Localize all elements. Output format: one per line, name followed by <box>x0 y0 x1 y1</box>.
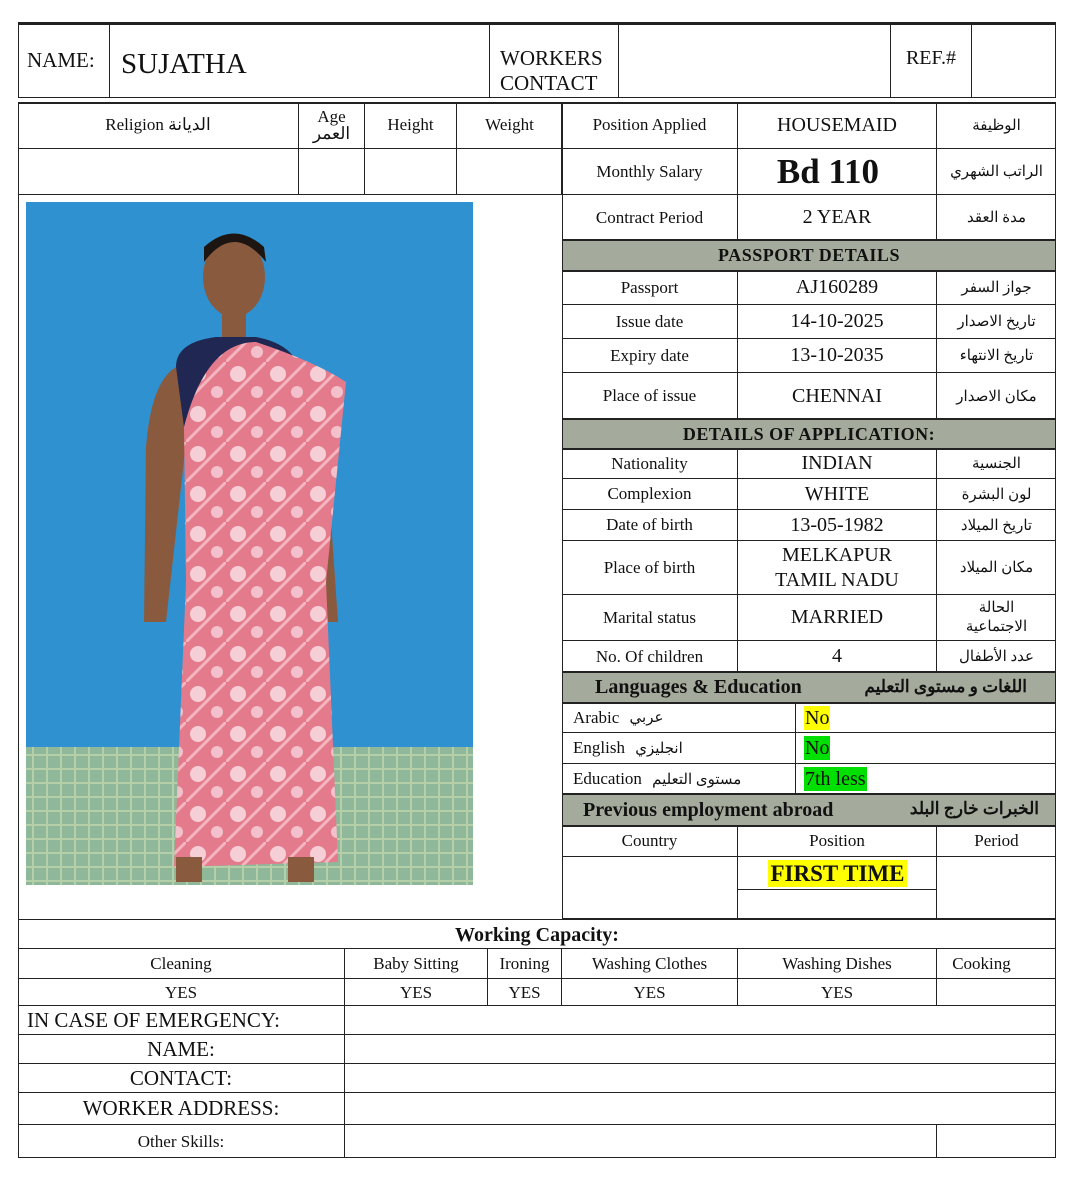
languages-section-en: Languages & Education <box>595 676 802 698</box>
ref-value[interactable] <box>972 22 1056 98</box>
children-label: No. Of children <box>562 641 738 672</box>
application-section-header: DETAILS OF APPLICATION: <box>562 419 1056 449</box>
pob-ar: مكان الميلاد <box>937 541 1056 595</box>
applicant-photo <box>26 202 473 885</box>
applicant-photo-figure <box>26 202 473 885</box>
children-ar: عدد الأطفال <box>959 649 1034 665</box>
english-label <box>562 733 796 764</box>
expiry-date-label: Expiry date <box>562 339 738 373</box>
education-label-en: Education <box>573 769 642 788</box>
emergency-name-value[interactable] <box>345 1035 1056 1064</box>
skill-label-washing-dishes: Washing Dishes <box>738 949 937 979</box>
dob-ar: تاريخ الميلاد <box>937 510 1056 541</box>
employment-section-en: Previous employment abroad <box>583 799 834 821</box>
position-label: Position Applied <box>562 102 738 149</box>
complexion-ar: لون البشرة <box>937 479 1056 510</box>
complexion-label: Complexion <box>562 479 738 510</box>
education-label <box>562 764 796 794</box>
issue-date-value: 14-10-2025 <box>738 305 937 339</box>
skill-label-cleaning: Cleaning <box>18 949 345 979</box>
nationality-value: INDIAN <box>738 449 937 479</box>
arabic-label-ar: عربي <box>629 710 664 726</box>
education-label-ar: مستوى التعليم <box>652 771 742 788</box>
arabic-label-en: Arabic <box>573 707 620 727</box>
passport-row-ar: جواز السفر <box>937 271 1056 305</box>
workers-contact-value[interactable] <box>620 22 890 98</box>
pob-label: Place of birth <box>562 541 738 595</box>
religion-value[interactable] <box>18 149 299 195</box>
weight-label: Weight <box>457 102 562 149</box>
arabic-label <box>562 703 796 733</box>
pob-value-1: MELKAPUR <box>781 543 892 566</box>
marital-ar <box>937 595 1056 641</box>
skill-value-washing-clothes: YES <box>562 979 738 1006</box>
employment-section-header <box>562 794 1056 826</box>
employment-section-ar: الخبرات خارج البلد <box>909 799 1039 818</box>
passport-row-value: AJ160289 <box>738 271 937 305</box>
contract-value: 2 YEAR <box>738 195 937 240</box>
nationality-label: Nationality <box>562 449 738 479</box>
age-ar: العمر <box>312 124 351 143</box>
place-of-issue-value: CHENNAI <box>738 373 937 419</box>
english-value: No <box>805 737 830 759</box>
employment-country-header: Country <box>562 826 738 857</box>
expiry-date-value: 13-10-2035 <box>738 339 937 373</box>
other-skills-extra[interactable] <box>937 1125 1056 1158</box>
dob-value: 13-05-1982 <box>738 510 937 541</box>
contract-label: Contract Period <box>562 195 738 240</box>
emergency-name-label: NAME: <box>18 1035 345 1064</box>
expiry-date-ar: تاريخ الانتهاء <box>937 339 1056 373</box>
place-of-issue-label: Place of issue <box>562 373 738 419</box>
skill-value-baby-sitting: YES <box>345 979 488 1006</box>
emergency-contact-label: CONTACT: <box>18 1064 345 1093</box>
marital-ar-1: الحالة <box>978 599 1015 616</box>
ref-label: REF.# <box>890 22 972 98</box>
religion-label: Religion الديانة <box>18 102 299 149</box>
languages-section-ar: اللغات و مستوى التعليم <box>864 677 1027 696</box>
employment-country-value[interactable] <box>562 857 738 919</box>
skill-label-baby-sitting: Baby Sitting <box>345 949 488 979</box>
english-label-en: English <box>573 738 625 757</box>
employment-position-value-row <box>738 857 937 890</box>
employment-position-cell <box>738 857 937 919</box>
skill-label-washing-clothes: Washing Clothes <box>562 949 738 979</box>
english-label-ar: انجليزي <box>635 740 683 757</box>
age-label <box>299 102 365 149</box>
age-en: Age <box>317 107 346 126</box>
children-value: 4 <box>738 641 937 672</box>
emergency-contact-value[interactable] <box>345 1064 1056 1093</box>
english-value-cell <box>796 733 1056 764</box>
pob-value-2: TAMIL NADU <box>775 568 899 591</box>
position-ar: الوظيفة <box>937 102 1056 149</box>
complexion-value: WHITE <box>738 479 937 510</box>
skill-value-ironing: YES <box>488 979 562 1006</box>
skill-label-ironing: Ironing <box>488 949 562 979</box>
emergency-title: IN CASE OF EMERGENCY: <box>18 1006 345 1035</box>
education-value-cell <box>796 764 1056 794</box>
salary-ar: الراتب الشهري <box>937 149 1056 195</box>
passport-row-label: Passport <box>562 271 738 305</box>
workers-contact-label-1: WORKERS <box>500 46 603 70</box>
issue-date-label: Issue date <box>562 305 738 339</box>
other-skills-label: Other Skills: <box>18 1125 345 1158</box>
age-value[interactable] <box>299 149 365 195</box>
employment-position-header: Position <box>738 826 937 857</box>
salary-label: Monthly Salary <box>562 149 738 195</box>
languages-section-header <box>562 672 1056 703</box>
height-value[interactable] <box>365 149 457 195</box>
name-value: SUJATHA <box>121 47 247 80</box>
dob-label: Date of birth <box>562 510 738 541</box>
arabic-value-cell <box>796 703 1056 733</box>
employment-period-header: Period <box>937 826 1056 857</box>
contract-ar: مدة العقد <box>967 210 1026 226</box>
marital-label: Marital status <box>562 595 738 641</box>
nationality-ar: الجنسية <box>937 449 1056 479</box>
other-skills-value[interactable] <box>345 1125 937 1158</box>
name-label: NAME: <box>18 22 110 98</box>
skill-value-cooking[interactable] <box>937 979 1056 1006</box>
place-of-issue-ar: مكان الاصدار <box>956 388 1037 405</box>
worker-address-label: WORKER ADDRESS: <box>18 1093 345 1125</box>
position-value: HOUSEMAID <box>738 102 937 149</box>
passport-section-header: PASSPORT DETAILS <box>562 240 1056 271</box>
emergency-title-value[interactable] <box>345 1006 1056 1035</box>
skill-label-cooking: Cooking <box>937 949 1056 979</box>
salary-value: Bd 110 <box>776 152 880 191</box>
pob-value <box>738 541 937 595</box>
salary-value-cell <box>738 149 937 195</box>
marital-ar-2: الاجتماعية <box>965 618 1028 635</box>
issue-date-ar: تاريخ الاصدار <box>937 305 1056 339</box>
arabic-value: No <box>805 707 830 729</box>
marital-value: MARRIED <box>738 595 937 641</box>
working-capacity-title: Working Capacity: <box>18 919 1056 949</box>
employment-period-value[interactable] <box>937 857 1056 919</box>
skill-value-washing-dishes: YES <box>738 979 937 1006</box>
workers-contact-cell <box>489 22 619 98</box>
weight-value[interactable] <box>457 149 562 195</box>
height-label: Height <box>365 102 457 149</box>
worker-address-value[interactable] <box>345 1093 1056 1125</box>
employment-position-value: FIRST TIME <box>770 860 905 886</box>
skill-value-cleaning: YES <box>18 979 345 1006</box>
education-value: 7th less <box>805 768 866 790</box>
workers-contact-label-2: CONTACT <box>500 71 598 95</box>
